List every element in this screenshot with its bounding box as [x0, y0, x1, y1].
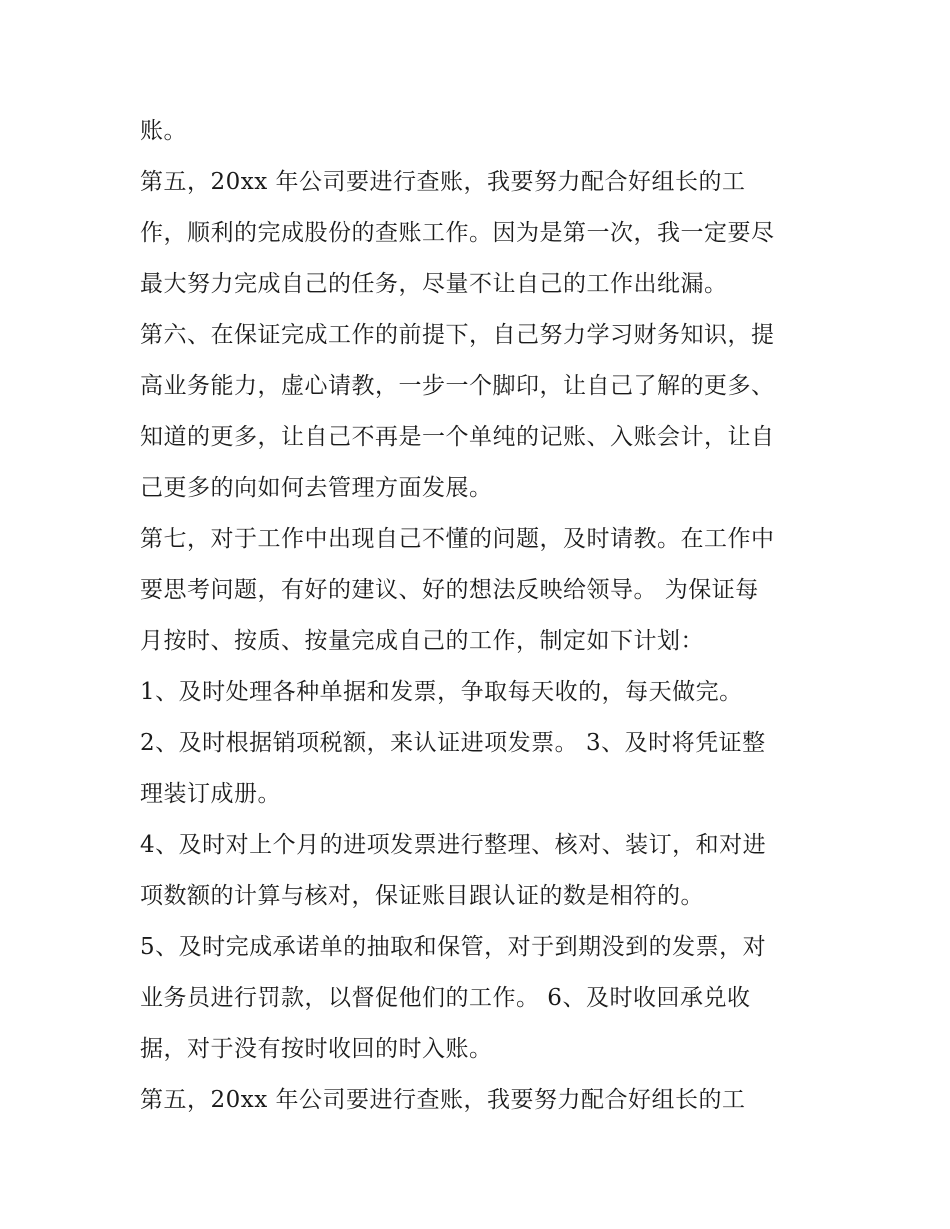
list-item-text: 业务员进行罚款，以督促他们的工作。 6、及时收回承兑收 [140, 985, 751, 1011]
document-body [140, 106, 830, 1126]
text-line: 作，顺利的完成股份的查账工作。因为是第一次，我一定要尽 [140, 220, 775, 246]
text-line: 月按时、按质、按量完成自己的工作，制定如下计划： [140, 628, 704, 654]
list-item-text: 1、及时处理各种单据和发票，争取每天收的，每天做完。 [140, 679, 743, 705]
text-line: 知道的更多，让自己不再是一个单纯的记账、入账会计，让自 [140, 424, 775, 450]
list-item-text: 4、及时对上个月的进项发票进行整理、核对、装订，和对进 [140, 832, 767, 858]
text-line: 第五，20xx 年公司要进行查账，我要努力配合好组长的工 [140, 1087, 746, 1113]
list-item-text: 5、及时完成承诺单的抽取和保管，对于到期没到的发票，对 [140, 934, 767, 960]
text-line: 第六、在保证完成工作的前提下，自己努力学习财务知识，提 [140, 322, 775, 348]
text-line: 最大努力完成自己的任务，尽量不让自己的工作出纰漏。 [140, 271, 728, 297]
text-line: 账。 [140, 118, 187, 144]
text-line: 要思考问题，有好的建议、好的想法反映给领导。 为保证每 [140, 577, 759, 603]
list-item-text: 2、及时根据销项税额，来认证进项发票。 3、及时将凭证整 [140, 730, 766, 756]
list-item-text: 据，对于没有按时收回的时入账。 [140, 1036, 493, 1062]
text-line: 高业务能力，虚心请教，一步一个脚印，让自己了解的更多、 [140, 373, 775, 399]
list-item-text: 项数额的计算与核对，保证账目跟认证的数是相符的。 [140, 883, 704, 909]
text-line: 第七，对于工作中出现自己不懂的问题，及时请教。在工作中 [140, 526, 775, 552]
text-line: 己更多的向如何去管理方面发展。 [140, 475, 493, 501]
text-line: 第五，20xx 年公司要进行查账，我要努力配合好组长的工 [140, 169, 746, 195]
list-item-text: 理装订成册。 [140, 781, 281, 807]
